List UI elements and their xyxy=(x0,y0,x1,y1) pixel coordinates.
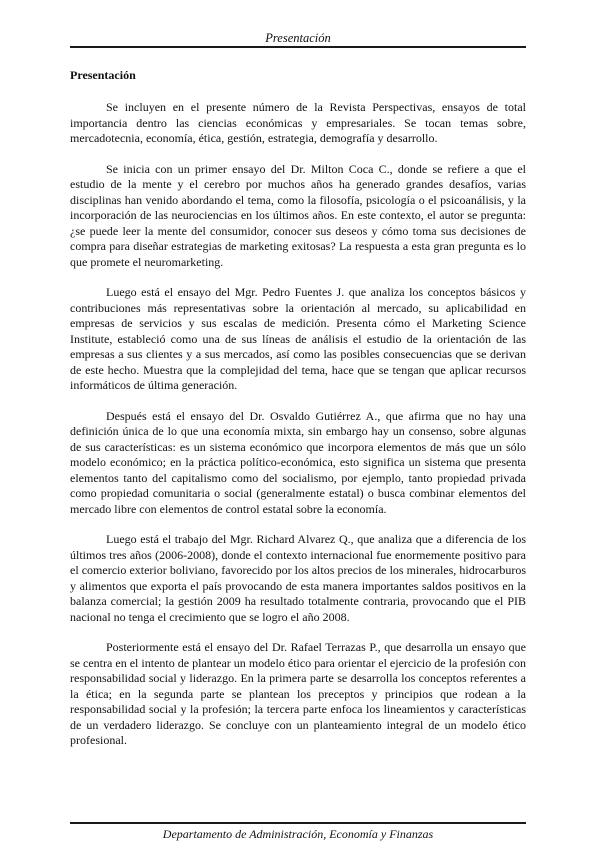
paragraph-intro: Se incluyen en el presente número de la Revista Perspectivas, ensayos de total importancia dentro las ciencias económicas y empresariales. Se tocan temas sobre, mercadotecnia, economía, ética, gestión, estrategia, demografía y desarrollo. xyxy=(70,100,526,145)
running-footer: Departamento de Administración, Economía y Finanzas xyxy=(162,827,434,841)
footer-rule xyxy=(70,822,526,824)
paragraph-neuromarketing: Se inicia con un primer ensayo del Dr. Milton Coca C., donde se refiere a que el estudio de la mente y el cerebro por muchos años ha generado grandes desafíos, varias disciplinas han venido abordando el tema, como la filosofía, psicología o el psicoanálisis, y la incorporación de las neurociencias en los últimos años. En este contexto, el autor se pregunta: ¿se puede leer la mente del consumidor, conocer sus deseos y cómo toma sus decisiones de compra para diseñar estrategias de marketing exitosas? La respuesta a esta gran pregunta es lo que promete el neuromarketing. xyxy=(70,161,526,269)
running-header: Presentación xyxy=(265,31,331,45)
paragraph-foreign-trade: Luego está el trabajo del Mgr. Richard Alvarez Q., que analiza que a diferencia de los últimos tres años (2006-2008), donde el contexto internacional fue enormemente positivo para el comercio exterior boliviano, favorecido por los altos precios de los minerales, hidrocarburos y alimentos que exporta el país provocando de esta manera importantes saldos positivos en la balanza comercial; la gestión 2009 ha resultado totalmente contraria, provocando que el PIB nacional no tenga el crecimiento que se logro el año 2008. xyxy=(70,532,526,624)
paragraph-market-orientation: Luego está el ensayo del Mgr. Pedro Fuentes J. que analiza los conceptos básicos y contribuciones más representativas sobre la orientación al mercado, su aplicabilidad en empresas de servicios y sus escalas de medición. Presenta cómo el Marketing Science Institute, estableció como una de sus líneas de análisis el estudio de la orientación de las empresas a sus clientes y a sus mercados, así como las posibles consecuencias que se derivan de este hecho. Muestra que la complejidad del tema, hace que se tengan que aplicar recursos informáticos de última generación. xyxy=(70,285,526,392)
paragraph-ethics: Posteriormente está el ensayo del Dr. Rafael Terrazas P., que desarrolla un ensayo que se centra en el intento de plantear un modelo ético para orientar el ejercicio de la profesión con responsabilidad social y liderazgo. En la primera parte se desarrolla los conceptos referentes a la ética; en la segunda parte se plantean los preceptos y principios que rodean a la responsabilidad social y la profesión; la tercera parte enfoca los lineamientos y características de un verdadero liderazgo. Se concluye con un planteamiento integral de un modelo ético profesional. xyxy=(70,640,526,747)
page-body xyxy=(70,66,526,764)
header-rule xyxy=(70,46,526,48)
section-title: Presentación xyxy=(70,68,136,82)
paragraph-mixed-economy: Después está el ensayo del Dr. Osvaldo Gutiérrez A., que afirma que no hay una definición única de lo que una economía mixta, sin embargo hay un consenso, sobre algunas de sus características: es un sistema económico que incorpora elementos de más que un sólo modelo económico; en la práctica político-económica, esto significa un sistema que presenta elementos tanto del capitalismo como del socialismo, por ejemplo, tanto propiedad privada como propiedad comunitaria o social (generalmente estatal) o busca combinar elementos del mercado libre con elementos de control estatal sobre la economía. xyxy=(70,408,526,516)
